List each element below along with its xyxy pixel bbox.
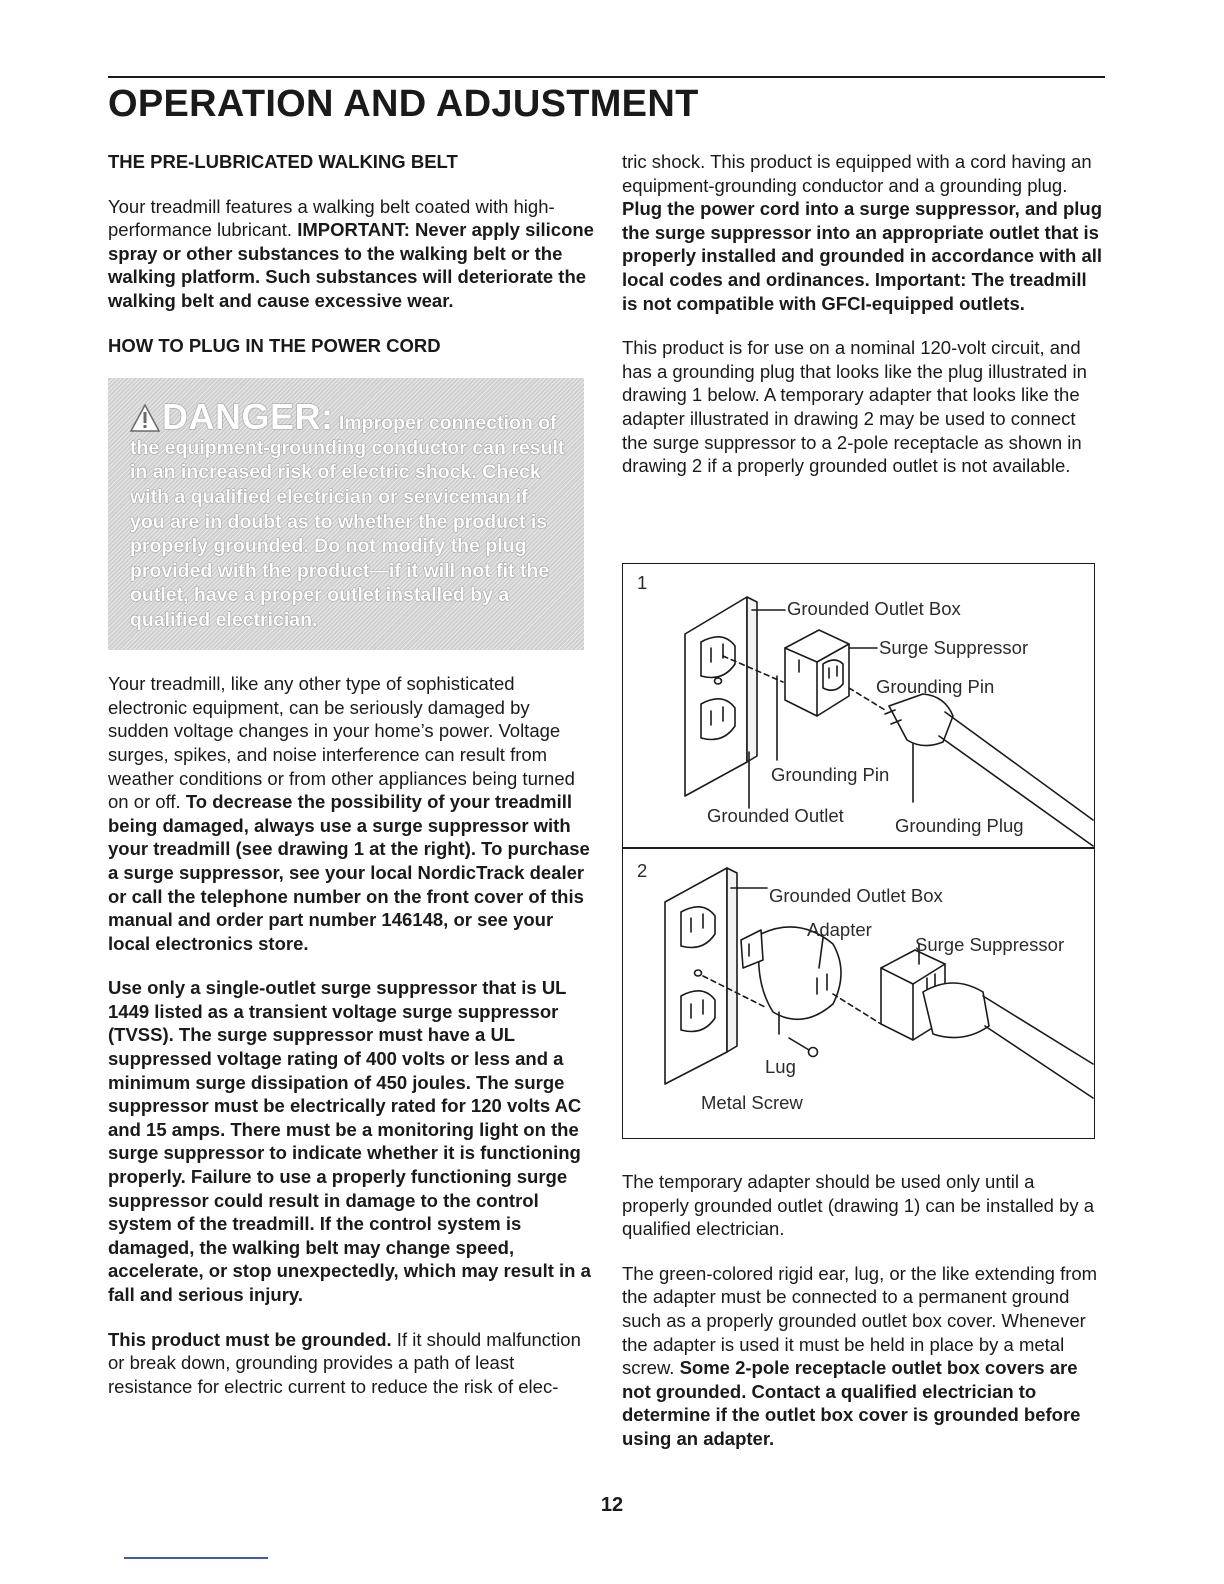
danger-text: Improper connection of the equipment-grounding conductor can result in an increased risk of electric shock. Check with a qualified electrician or serviceman if you are in doubt as to whether the product is properly grounded. Do not modify the plug provided with the product—if it will not fit the outlet, have a proper outlet installed by a qualified electrician. [130,412,565,631]
paragraph-circuit: This product is for use on a nominal 120-volt circuit, and has a grounding plug that looks like the plug illustrated in drawing 1 below. A temporary adapter that looks like the adapter illustrated in drawing 2 may be used to connect the surge suppressor to a 2-pole receptacle as shown in drawing 2 if a properly grounded outlet is not available. [622,337,1087,477]
paragraph-voltage [108,672,594,955]
drawing2-surge-suppressor [881,950,1093,1098]
section-heading-walking-belt: THE PRE-LUBRICATED WALKING BELT [108,151,458,172]
walking-belt-text: Your treadmill features a walking belt coated with high-performance lubricant. [108,195,555,241]
green-lug-text: The green-colored rigid ear, lug, or the like extending from the adapter must be connected to a permanent ground such as a properly grounded outlet box cover. Whenever the adapter is used it must be held in place by a metal screw. [622,1262,1098,1379]
left-column [108,150,594,1419]
section-heading-power-cord: HOW TO PLUG IN THE POWER CORD [108,334,441,356]
voltage-text: Your treadmill, like any other type of sophisticated electronic equipment, can be seriously damaged by sudden voltage changes in your home’s power. Voltage surges, spikes, and noise interference can result from weather conditions or from other appliances being turned on or off. [108,673,575,813]
label-grounding-pin-bottom: Grounding Pin [771,764,890,785]
walking-belt-important: IMPORTANT: Never apply silicone spray or other substances to the walking belt or the walking platform. Such substances will deteriorate the walking belt and cause excessive wear. [108,219,594,311]
voltage-bold-text: To decrease the possibility of your treadmill being damaged, always use a surge suppressor with your treadmill (see drawing 1 at the right). To purchase a surge suppressor, see your local NordicTrack dealer or call the telephone number on the front cover of this manual and order part number 146148, or see your local electronics store. [108,791,590,954]
bottom-link-underline [124,1557,268,1559]
label-adapter: Adapter [807,919,872,940]
drawing1-number: 1 [637,572,648,593]
drawing2-wall-plate [665,868,737,1084]
right-column-lower [622,1170,1106,1472]
warning-triangle-icon [130,404,160,432]
label-surge-suppressor-2: Surge Suppressor [915,934,1065,955]
grounded-text: If it should malfunction or break down, grounding provides a path of least resistance for electric current to reduce the risk of elec- [108,1328,581,1397]
label-grounded-outlet-box-1: Grounded Outlet Box [787,598,961,619]
paragraph-surge-spec [108,976,594,1306]
paragraph-temporary-adapter: The temporary adapter should be used only until a properly grounded outlet (drawing 1) can be installed by a qualified electrician. [622,1171,1095,1240]
danger-word: DANGER: [162,396,334,438]
paragraph-shock [622,150,1106,315]
label-lug: Lug [765,1056,796,1077]
grounded-bold-text: This product must be grounded. [108,1328,392,1350]
paragraph-grounded [108,1328,594,1399]
green-lug-bold-text: Some 2-pole receptacle outlet box covers are not grounded. Contact a qualified electrician to determine if the outlet box cover is grounded before using an adapter. [622,1357,1081,1449]
drawings-figure [622,563,1095,1139]
label-grounded-outlet-box-2: Grounded Outlet Box [769,885,943,906]
paragraph-green-lug [622,1262,1106,1451]
page-title: OPERATION AND ADJUSTMENT [108,83,699,125]
drawing1-surge-suppressor [785,630,849,716]
label-grounding-pin-top: Grounding Pin [876,676,995,697]
drawing1-wall-plate [685,597,757,796]
shock-bold-text: Plug the power cord into a surge suppressor, and plug the surge suppressor into an appropriate outlet that is properly installed and grounded in accordance with all local codes and ordinances. Important: The treadmill is not compatible with GFCI-equipped outlets. [622,198,1103,314]
label-metal-screw: Metal Screw [701,1092,803,1113]
danger-warning-box [108,378,584,650]
paragraph-walking-belt [108,195,594,313]
drawings-divider [623,847,1094,849]
label-grounding-plug: Grounding Plug [895,815,1024,836]
label-grounded-outlet: Grounded Outlet [707,805,844,826]
shock-text: tric shock. This product is equipped with a cord having an equipment-grounding conductor and a grounding plug. [622,151,1092,196]
header-rule [108,76,1105,78]
page-number: 12 [600,1494,624,1516]
label-surge-suppressor-1: Surge Suppressor [879,637,1029,658]
right-column [622,150,1106,499]
drawing2-number: 2 [637,860,648,881]
surge-spec-text: Use only a single-outlet surge suppressor that is UL 1449 listed as a transient voltage surge suppressor (TVSS). The surge suppressor must have a UL suppressed voltage rating of 400 volts or less and a minimum surge dissipation of 450 joules. The surge suppressor must be electrically rated for 120 volts AC and 15 amps. There must be a monitoring light on the surge suppressor to indicate whether it is functioning properly. Failure to use a properly functioning surge suppressor could result in damage to the control system of the treadmill. If the control system is damaged, the walking belt may change speed, accelerate, or stop unexpectedly, which may result in a fall and serious injury. [108,977,591,1305]
